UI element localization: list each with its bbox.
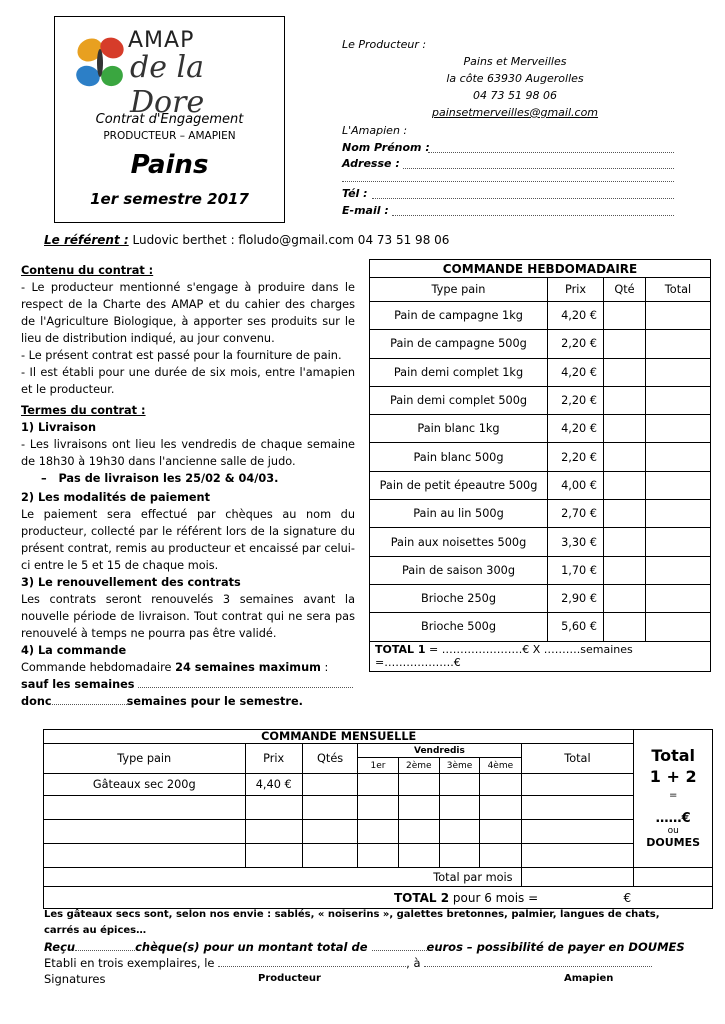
m-row-price: 4,40 € xyxy=(245,774,302,796)
producer-name: Pains et Merveilles xyxy=(463,55,567,68)
referent xyxy=(44,233,449,247)
amapien-tel-label: Tél : xyxy=(342,187,368,200)
m-cell[interactable] xyxy=(521,844,634,868)
table-row xyxy=(44,820,713,844)
row-price: 5,60 € xyxy=(548,613,604,641)
sig-amapien: Amapien xyxy=(564,973,614,984)
section-heading: Termes du contrat : xyxy=(21,404,146,417)
weeks-count-field[interactable] xyxy=(52,695,127,705)
sig-producer: Producteur xyxy=(258,973,321,984)
row-total[interactable] xyxy=(646,302,711,330)
m-cell[interactable] xyxy=(44,844,246,868)
total2-euro: € xyxy=(623,890,632,905)
table-row xyxy=(370,443,711,471)
total-per-month-value[interactable] xyxy=(521,868,634,887)
weekly-order-table xyxy=(369,259,711,672)
so-label: donc xyxy=(21,695,52,708)
col-type: Type pain xyxy=(370,278,548,302)
receipt-line xyxy=(44,939,694,955)
table-row xyxy=(44,774,713,796)
amapien-email-field[interactable] xyxy=(392,206,674,216)
m-cell[interactable] xyxy=(358,820,398,844)
order-colon: : xyxy=(320,661,329,674)
row-price: 4,20 € xyxy=(548,302,604,330)
m-cell[interactable] xyxy=(302,820,357,844)
table-row xyxy=(44,796,713,820)
signatures-label: Signatures xyxy=(44,972,106,986)
row-name: Pain aux noisettes 500g xyxy=(370,528,548,556)
row-price: 2,20 € xyxy=(548,443,604,471)
row-qty[interactable] xyxy=(604,302,646,330)
subheading: 3) Le renouvellement des contrats xyxy=(21,576,241,589)
referent-label: Le référent : xyxy=(44,233,129,247)
week-3: 3ème xyxy=(439,758,479,774)
grand-total-label: Total xyxy=(651,746,696,765)
grand-total-doumes: DOUMES xyxy=(646,836,701,849)
paragraph xyxy=(21,659,355,676)
table-row xyxy=(370,584,711,612)
table-row xyxy=(370,330,711,358)
cookies-note: Les gâteaux secs sont, selon nos envie : sablés, « noiserins », galettes bretonnes, palmier, langues de chats, carrés au épices… xyxy=(44,909,660,936)
amapien-tel-field[interactable] xyxy=(372,189,674,199)
m-row-w1[interactable] xyxy=(358,774,398,796)
except-weeks-field[interactable] xyxy=(138,678,353,688)
table-row xyxy=(370,471,711,499)
paragraph: Le paiement sera effectué par chèques au nom du producteur, collecté par le référent lors de la signature du présent contrat, remis au producteur et encaissé par celui-ci entre le 5 et 15 de chaque mois. xyxy=(21,508,355,572)
m-cell[interactable] xyxy=(358,796,398,820)
total1-formula: = ………………….€ X ……….semaines =……………….€ xyxy=(375,643,633,670)
paragraph: - Les livraisons ont lieu les vendredis de chaque semaine de 18h30 à 19h30 dans l'ancienne salle de judo. xyxy=(21,438,355,468)
table-row xyxy=(370,415,711,443)
established-label: Etabli en trois exemplaires, le xyxy=(44,956,215,970)
weeks-semester-label: semaines pour le semestre. xyxy=(126,695,303,708)
row-total[interactable] xyxy=(646,415,711,443)
col-qty: Qté xyxy=(604,278,646,302)
footer xyxy=(44,907,694,987)
at-label: , à xyxy=(406,956,421,970)
established-line xyxy=(44,955,694,971)
m-cell[interactable] xyxy=(439,796,479,820)
m-cell[interactable] xyxy=(398,796,439,820)
paragraph: Les contrats seront renouvelés 3 semaines avant la nouvelle période de livraison. Tout contrat qui ne sera pas renouvelé à temps ne pourra pas être validé. xyxy=(21,593,355,640)
row-total[interactable] xyxy=(646,386,711,414)
row-total[interactable] xyxy=(646,471,711,499)
row-qty[interactable] xyxy=(604,528,646,556)
row-price: 4,20 € xyxy=(548,358,604,386)
amount-field[interactable] xyxy=(372,941,427,951)
m-cell[interactable] xyxy=(521,820,634,844)
no-delivery-note: Pas de livraison les 25/02 & 04/03. xyxy=(58,472,279,485)
except-weeks-label: sauf les semaines xyxy=(21,678,135,691)
signatures-line xyxy=(44,971,694,987)
contract-subtitle: PRODUCTEUR – AMAPIEN xyxy=(103,130,236,142)
row-qty[interactable] xyxy=(604,358,646,386)
recu-text: chèque(s) pour un montant total de xyxy=(135,940,368,954)
m-cell[interactable] xyxy=(44,796,246,820)
checks-count-field[interactable] xyxy=(75,941,135,951)
recu-text-2: euros – possibilité de payer en DOUMES xyxy=(426,940,685,954)
semester-label: 1er semestre 2017 xyxy=(90,190,249,208)
m-cell[interactable] xyxy=(439,820,479,844)
table-row xyxy=(370,556,711,584)
m-cell[interactable] xyxy=(358,844,398,868)
row-qty[interactable] xyxy=(604,330,646,358)
grand-total-or: ou xyxy=(667,826,679,836)
grand-total-eq: = xyxy=(668,790,678,801)
paragraph xyxy=(21,676,355,693)
m-cell[interactable] xyxy=(480,820,521,844)
paragraph: - Le présent contrat est passé pour la fourniture de pain. xyxy=(21,349,342,362)
table-row xyxy=(370,528,711,556)
table-row xyxy=(44,844,713,868)
row-name: Pain de saison 300g xyxy=(370,556,548,584)
weekly-total-row xyxy=(370,641,711,671)
table-row xyxy=(370,302,711,330)
row-total[interactable] xyxy=(646,500,711,528)
m-cell[interactable] xyxy=(398,844,439,868)
row-price: 2,20 € xyxy=(548,330,604,358)
recu-label: Reçu xyxy=(44,940,76,954)
m-row-w4[interactable] xyxy=(480,774,521,796)
paragraph-bold: – Pas de livraison les 25/02 & 04/03. xyxy=(41,472,279,485)
row-name: Pain blanc 500g xyxy=(370,443,548,471)
row-price: 2,20 € xyxy=(548,386,604,414)
amapien-email-label: E-mail : xyxy=(342,204,389,217)
monthly-order-table xyxy=(43,729,713,909)
producer-phone: 04 73 51 98 06 xyxy=(473,89,557,102)
row-qty[interactable] xyxy=(604,613,646,641)
row-name: Pain de petit épeautre 500g xyxy=(370,471,548,499)
row-total[interactable] xyxy=(646,330,711,358)
m-row-w2[interactable] xyxy=(398,774,439,796)
row-price: 1,70 € xyxy=(548,556,604,584)
paragraph: - Il est établi pour une durée de six mois, entre l'amapien et le producteur. xyxy=(21,366,355,396)
paragraph: - Le producteur mentionné s'engage à produire dans le respect de la Charte des AMAP et du cahier des charges de l'Agriculture Biologique, à apporter ses produits sur le lieu de distribution indiqué, au jour convenu. xyxy=(21,281,355,345)
m-col-price: Prix xyxy=(245,744,302,774)
row-qty[interactable] xyxy=(604,415,646,443)
table-row xyxy=(370,358,711,386)
producer-email[interactable]: painsetmerveilles@gmail.com xyxy=(431,106,599,119)
row-qty[interactable] xyxy=(604,386,646,414)
order-text: Commande hebdomadaire xyxy=(21,661,176,674)
row-qty[interactable] xyxy=(604,500,646,528)
row-name: Pain demi complet 1kg xyxy=(370,358,548,386)
total1-label: TOTAL 1 xyxy=(375,643,426,657)
row-name: Pain de campagne 500g xyxy=(370,330,548,358)
m-cell[interactable] xyxy=(245,796,302,820)
total2-text: pour 6 mois = xyxy=(449,890,539,905)
producer-address: la côte 63930 Augerolles xyxy=(446,72,584,85)
m-col-type: Type pain xyxy=(44,744,246,774)
row-name: Pain blanc 1kg xyxy=(370,415,548,443)
m-cell[interactable] xyxy=(398,820,439,844)
logo-amap-text: AMAP xyxy=(128,28,195,53)
grand-total-euro[interactable]: ……€ xyxy=(655,811,691,826)
row-price: 2,90 € xyxy=(548,584,604,612)
total-per-month-label: Total par mois xyxy=(44,868,522,887)
row-total[interactable] xyxy=(646,584,711,612)
table-row xyxy=(370,613,711,641)
week-1: 1er xyxy=(358,758,398,774)
m-cell[interactable] xyxy=(44,820,246,844)
m-row-name: Gâteaux sec 200g xyxy=(44,774,246,796)
referent-value: Ludovic berthet : floludo@gmail.com 04 73 51 98 06 xyxy=(132,233,450,247)
row-total[interactable] xyxy=(646,556,711,584)
row-name: Brioche 250g xyxy=(370,584,548,612)
place-field[interactable] xyxy=(424,957,652,967)
m-cell[interactable] xyxy=(245,820,302,844)
m-cell[interactable] xyxy=(521,796,634,820)
col-total: Total xyxy=(646,278,711,302)
m-cell[interactable] xyxy=(245,844,302,868)
row-total[interactable] xyxy=(646,613,711,641)
weekly-title: COMMANDE HEBDOMADAIRE xyxy=(370,260,711,278)
row-qty[interactable] xyxy=(604,556,646,584)
monthly-title: COMMANDE MENSUELLE xyxy=(44,730,634,744)
m-cell[interactable] xyxy=(302,844,357,868)
order-max: 24 semaines maximum xyxy=(175,661,321,674)
amapien-address-field[interactable] xyxy=(403,159,674,169)
table-row xyxy=(370,500,711,528)
total2-label: TOTAL 2 xyxy=(394,890,450,905)
row-name: Brioche 500g xyxy=(370,613,548,641)
row-total[interactable] xyxy=(646,358,711,386)
subheading: 1) Livraison xyxy=(21,421,96,434)
product-title: Pains xyxy=(130,150,209,180)
contract-title: Contrat d'Engagement xyxy=(95,112,244,127)
grand-total-sum: 1 + 2 xyxy=(649,767,697,786)
m-row-total[interactable] xyxy=(521,774,634,796)
row-qty[interactable] xyxy=(604,584,646,612)
row-name: Pain de campagne 1kg xyxy=(370,302,548,330)
row-price: 4,20 € xyxy=(548,415,604,443)
week-4: 4ème xyxy=(480,758,521,774)
row-qty[interactable] xyxy=(604,443,646,471)
row-name: Pain au lin 500g xyxy=(370,500,548,528)
m-col-qty: Qtés xyxy=(302,744,357,774)
grand-total-tail xyxy=(634,868,713,887)
m-row-qty[interactable] xyxy=(302,774,357,796)
amapien-label: L'Amapien : xyxy=(342,124,408,137)
section-heading: Contenu du contrat : xyxy=(21,264,154,277)
amapien-address-field-2[interactable] xyxy=(342,172,674,182)
m-col-total: Total xyxy=(521,744,634,774)
total2-row xyxy=(44,887,713,909)
col-price: Prix xyxy=(548,278,604,302)
row-total[interactable] xyxy=(646,528,711,556)
producer-label: Le Producteur : xyxy=(342,38,427,51)
week-2: 2ème xyxy=(398,758,439,774)
m-cell[interactable] xyxy=(480,796,521,820)
amapien-name-field[interactable] xyxy=(428,143,674,153)
row-total[interactable] xyxy=(646,443,711,471)
contract-terms xyxy=(21,262,355,710)
m-cell[interactable] xyxy=(302,796,357,820)
amapien-name-label: Nom Prénom : xyxy=(342,141,430,154)
row-qty[interactable] xyxy=(604,471,646,499)
m-col-fridays: Vendredis xyxy=(358,744,521,758)
amapien-address-label: Adresse : xyxy=(342,157,400,170)
logo-dore-text: de la Dore xyxy=(130,50,205,120)
m-row-w3[interactable] xyxy=(439,774,479,796)
row-price: 2,70 € xyxy=(548,500,604,528)
table-row xyxy=(370,386,711,414)
row-name: Pain demi complet 500g xyxy=(370,386,548,414)
grand-total-cell xyxy=(634,730,713,868)
m-cell[interactable] xyxy=(439,844,479,868)
subheading: 4) La commande xyxy=(21,644,127,657)
m-cell[interactable] xyxy=(480,844,521,868)
paragraph xyxy=(21,693,355,710)
row-price: 4,00 € xyxy=(548,471,604,499)
subheading: 2) Les modalités de paiement xyxy=(21,491,210,504)
row-price: 3,30 € xyxy=(548,528,604,556)
date-field[interactable] xyxy=(218,957,406,967)
